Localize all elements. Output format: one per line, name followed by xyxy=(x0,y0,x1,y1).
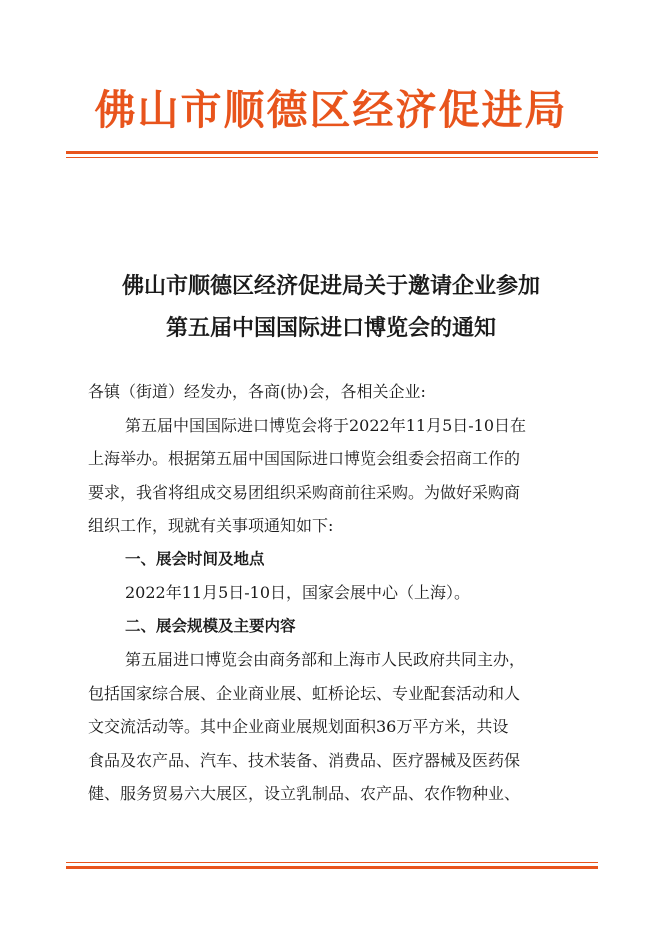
divider-thick-line xyxy=(66,866,598,869)
paragraph-line: 组织工作，现就有关事项通知如下: xyxy=(88,516,334,535)
notice-title-line-2: 第五届中国国际进口博览会的通知 xyxy=(165,315,496,341)
section-heading-scale-content: 二、展会规模及主要内容 xyxy=(125,616,296,635)
footer-divider xyxy=(66,862,598,869)
notice-title-line-1: 佛山市顺德区经济促进局关于邀请企业参加 xyxy=(121,273,540,299)
salutation: 各镇（街道）经发办，各商(协)会，各相关企业: xyxy=(88,382,426,401)
paragraph-line: 包括国家综合展、企业商业展、虹桥论坛、专业配套活动和人 xyxy=(88,683,521,703)
paragraph-line: 食品及农产品、汽车、技术装备、消费品、医疗器械及医药保 xyxy=(88,750,521,770)
paragraph-line: 2022年11月5日-10日，国家会展中心（上海）。 xyxy=(125,583,471,602)
paragraph-line: 上海举办。根据第五届中国国际进口博览会组委会招商工作的 xyxy=(88,449,521,468)
paragraph-line: 文交流活动等。其中企业商业展规划面积36万平方米，共设 xyxy=(88,717,509,736)
masthead-title: 佛山市顺德区经济促进局 xyxy=(94,86,568,134)
paragraph-line: 第五届进口博览会由商务部和上海市人民政府共同主办， xyxy=(125,650,526,669)
paragraph-line: 要求，我省将组成交易团组织采购商前往采购。为做好采购商 xyxy=(88,482,521,502)
paragraph-line: 第五届中国国际进口博览会将于2022年11月5日-10日在 xyxy=(125,415,527,435)
section-heading-time-location: 一、展会时间及地点 xyxy=(125,549,265,568)
notice-body xyxy=(88,375,578,811)
paragraph-line: 健、服务贸易六大展区，设立乳制品、农产品、农作物种业、 xyxy=(88,784,521,803)
divider-thin-line xyxy=(66,157,598,158)
masthead-divider xyxy=(66,151,598,158)
